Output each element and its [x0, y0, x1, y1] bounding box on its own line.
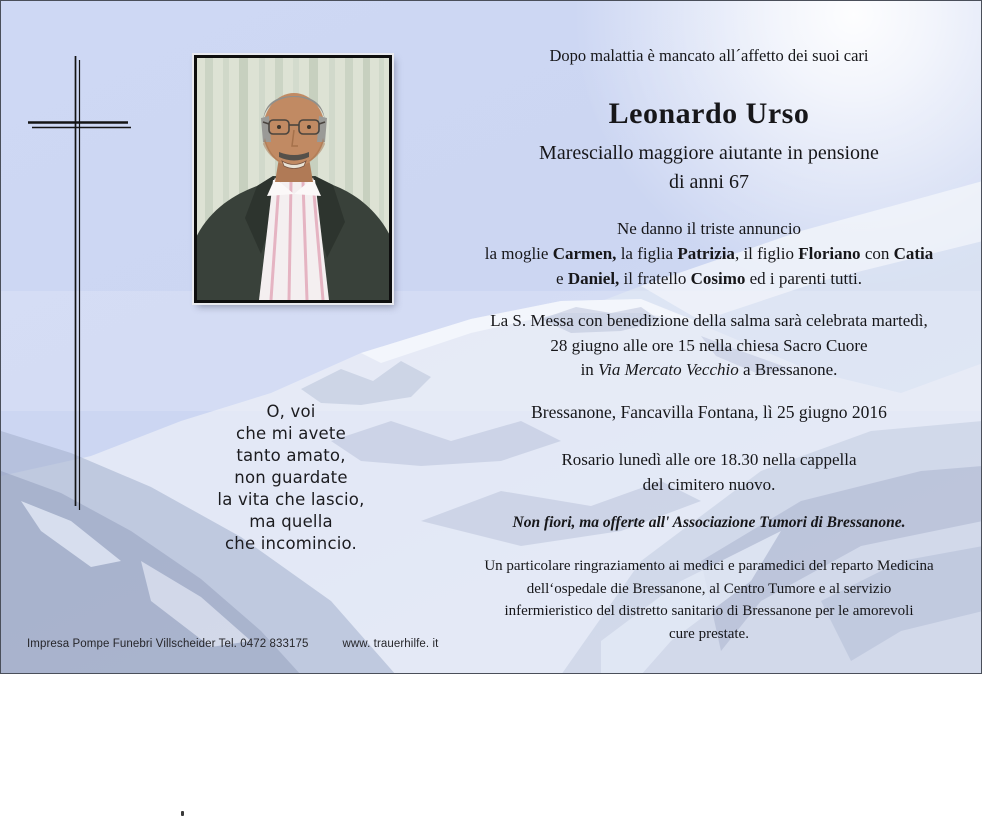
family-name: Cosimo: [690, 269, 746, 288]
deceased-age: di anni 67: [669, 171, 749, 193]
family-name: Catia: [893, 244, 934, 263]
family-name: Carmen,: [552, 244, 617, 263]
thanks-line-4: cure prestate.: [669, 625, 749, 642]
deceased-name: Leonardo Urso: [608, 97, 810, 130]
thanks-line-1: Un particolare ringraziamento ai medici e paramedici del reparto Medicina: [484, 558, 934, 574]
announcement-family-line-2: e Daniel, il fratello Cosimo ed i parenti tutti.: [556, 269, 862, 288]
poem: [176, 401, 406, 555]
rosary-line-1: Rosario lunedì alle ore 18.30 nella cappella: [561, 450, 857, 469]
website-text: www. trauerhilfe. it: [342, 638, 439, 650]
thanks-line-2: dell‘ospedale die Bressanone, al Centro Tumore e al servizio: [526, 580, 892, 597]
poem-line: ma quella: [249, 512, 333, 531]
mass-line-1: La S. Messa con benedizione della salma sarà celebrata martedì,: [490, 311, 928, 330]
announcement-family-line-1: la moglie Carmen, la figlia Patrizia, il figlio Floriano con Catia: [484, 244, 934, 263]
family-name: Patrizia: [677, 244, 735, 263]
poem-line: non guardate: [234, 468, 348, 487]
street-name: Via Mercato Vecchio: [598, 360, 739, 379]
announcement-lead: Ne danno il triste annuncio: [616, 219, 802, 238]
portrait-photo: [194, 55, 392, 303]
mass-paragraph: [436, 309, 982, 383]
poem-line: la vita che lascio,: [217, 490, 365, 509]
family-name: Daniel,: [567, 269, 620, 288]
mass-line-3: in Via Mercato Vecchio a Bressanone.: [580, 360, 838, 379]
donation-note: Non fiori, ma offerte all' Associazione Tumori di Bressanone.: [512, 514, 906, 531]
poem-line: che incomincio.: [225, 534, 357, 553]
thanks-paragraph: [436, 555, 982, 645]
dateline: Bressanone, Fancavilla Fontana, lì 25 giugno 2016: [531, 402, 887, 422]
funeral-company-info: Impresa Pompe Funebri Villscheider Tel. 0472 833175: [27, 638, 309, 650]
stray-mark: [181, 811, 184, 816]
family-name: Floriano: [798, 244, 861, 263]
deceased-rank: Maresciallo maggiore aiutante in pensione: [539, 142, 879, 164]
announcement-paragraph: [436, 216, 982, 291]
poem-line: che mi avete: [236, 424, 346, 443]
rosary-line-2: del cimitero nuovo.: [642, 475, 776, 494]
poem-line: O, voi: [266, 402, 316, 421]
mass-line-2: 28 giugno alle ore 15 nella chiesa Sacro Cuore: [550, 335, 868, 355]
cross-icon: [1, 1, 171, 531]
poem-line: tanto amato,: [236, 446, 346, 465]
rosary-paragraph: [436, 447, 982, 497]
thanks-line-3: infermieristico del distretto sanitario di Bressanone per le amorevoli: [504, 603, 914, 619]
footer: [27, 638, 447, 650]
intro-line: Dopo malattia è mancato all´affetto dei suoi cari: [549, 46, 869, 65]
